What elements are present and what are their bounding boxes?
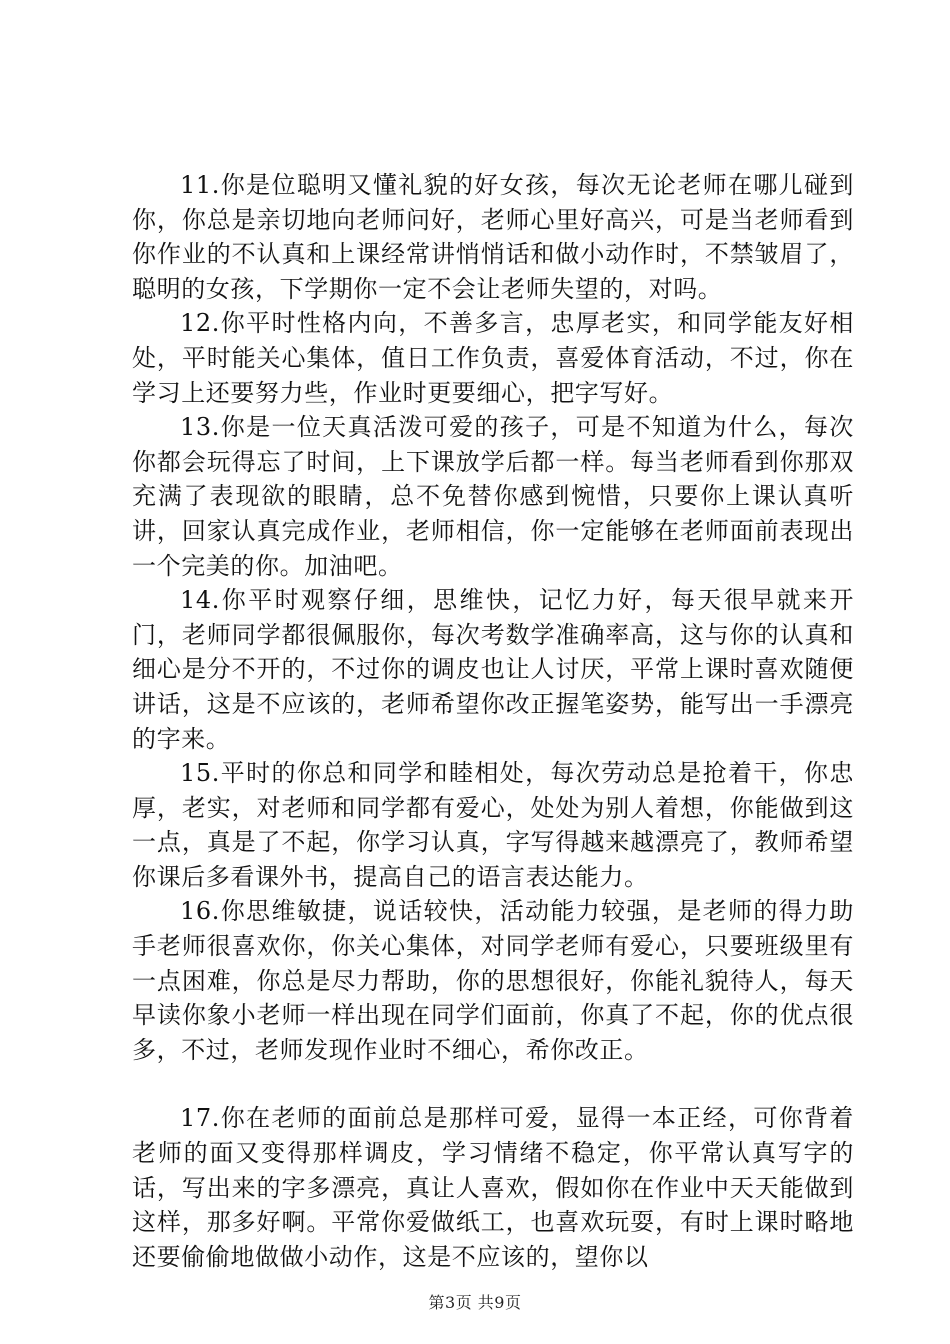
page-number-footer: 第3页 共9页: [428, 1293, 522, 1312]
document-body: [132, 168, 854, 1274]
comment-paragraph-15: 15.平时的你总和同学和睦相处，每次劳动总是抢着干，你忠厚，老实，对老师和同学都有爱心，处处为别人着想，你能做到这一点，真是了不起，你学习认真，字写得越来越漂亮了，教师希望你课后多看课外书，提高自己的语言表达能力。: [132, 759, 854, 891]
comment-paragraph-13: 13.你是一位天真活泼可爱的孩子，可是不知道为什么，每次你都会玩得忘了时间，上下课放学后都一样。每当老师看到你那双充满了表现欲的眼睛，总不免替你感到惋惜，只要你上课认真听讲，回家认真完成作业，老师相信，你一定能够在老师面前表现出一个完美的你。加油吧。: [132, 413, 854, 580]
comment-paragraph-16: 16.你思维敏捷，说话较快，活动能力较强，是老师的得力助手老师很喜欢你，你关心集体，对同学老师有爱心，只要班级里有一点困难，你总是尽力帮助，你的思想很好，你能礼貌待人，每天早读你象小老师一样出现在同学们面前，你真了不起，你的优点很多，不过，老师发现作业时不细心，希你改正。: [132, 897, 854, 1064]
comment-paragraph-14: 14.你平时观察仔细，思维快，记忆力好，每天很早就来开门，老师同学都很佩服你，每次考数学准确率高，这与你的认真和细心是分不开的，不过你的调皮也让人讨厌，平常上课时喜欢随便讲话，这是不应该的，老师希望你改正握笔姿势，能写出一手漂亮的字来。: [132, 586, 854, 753]
comment-paragraph-12: 12.你平时性格内向，不善多言，忠厚老实，和同学能友好相处，平时能关心集体，值日工作负责，喜爱体育活动，不过，你在学习上还要努力些，作业时更要细心，把字写好。: [132, 309, 854, 407]
comment-paragraph-11: 11.你是位聪明又懂礼貌的好女孩，每次无论老师在哪儿碰到你，你总是亲切地向老师问好，老师心里好高兴，可是当老师看到你作业的不认真和上课经常讲悄悄话和做小动作时，不禁皱眉了，聪明的女孩，下学期你一定不会让老师失望的，对吗。: [132, 171, 854, 303]
comment-paragraph-17: 17.你在老师的面前总是那样可爱，显得一本正经，可你背着老师的面又变得那样调皮，学习情绪不稳定，你平常认真写字的话，写出来的字多漂亮，真让人喜欢，假如你在作业中天天能做到这样，那多好啊。平常你爱做纸工，也喜欢玩耍，有时上课时略地还要偷偷地做做小动作，这是不应该的，望你以: [132, 1104, 854, 1271]
